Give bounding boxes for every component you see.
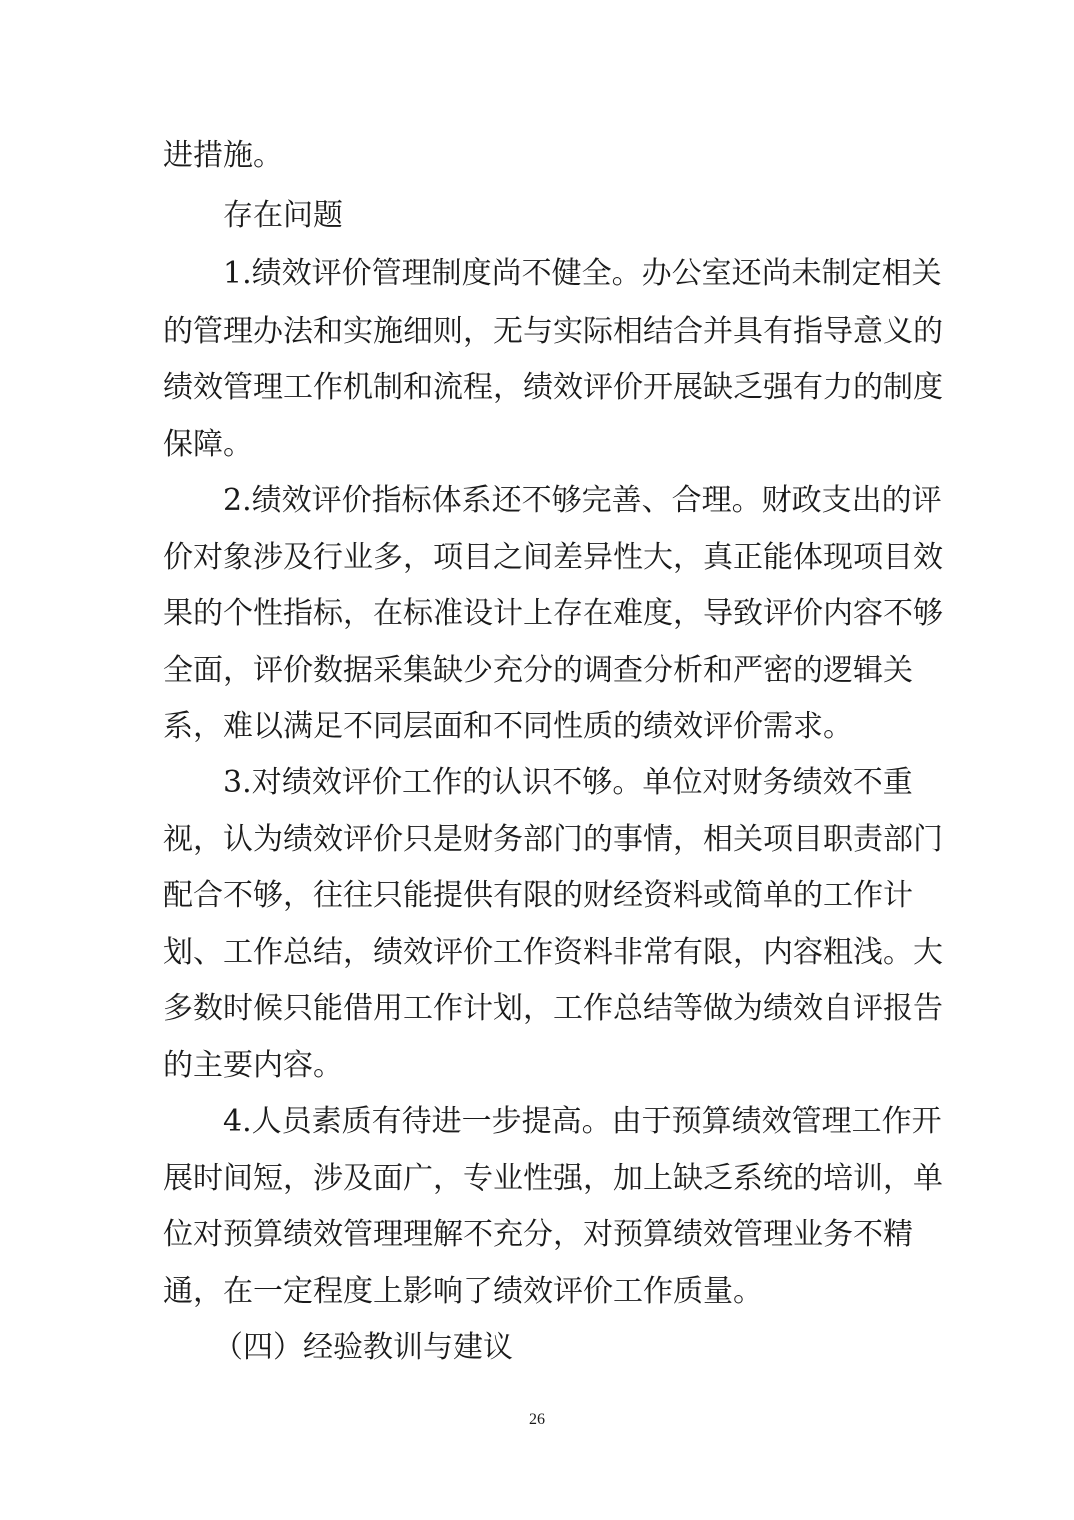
text-line: 进措施。 [163, 138, 283, 173]
text-line: 2 . 绩 效 评 价 指 标 体 系 还 不 够 完 善 、 合 理 。 财 政 支 出 的 评 [223, 483, 942, 518]
text-line: 划 、 工 作 总 结 ， 绩 效 评 价 工 作 资 料 非 常 有 限 ， 内 容 粗 浅 。 大 [163, 935, 943, 970]
text-line: 保障。 [163, 427, 253, 462]
section-heading-problems: 存在问题 [223, 198, 343, 233]
text-line: 果 的 个 性 指 标 ， 在 标 准 设 计 上 存 在 难 度 ， 导 致 评 价 内 容 不 够 [163, 596, 943, 631]
page-number: 26 [529, 1411, 545, 1428]
text-line: 1 . 绩 效 评 价 管 理 制 度 尚 不 健 全 。 办 公 室 还 尚 未 制 定 相 关 [223, 256, 942, 291]
text-line: 4 . 人 员 素 质 有 待 进 一 步 提 高 。 由 于 预 算 绩 效 管 理 工 作 开 [223, 1104, 942, 1139]
text-line: 系，难以满足不同层面和不同性质的绩效评价需求。 [163, 709, 853, 744]
text-line: 绩 效 管 理 工 作 机 制 和 流 程 ， 绩 效 评 价 开 展 缺 乏 强 有 力 的 制 度 [163, 370, 943, 405]
text-line: 全 面 ， 评 价 数 据 采 集 缺 少 充 分 的 调 查 分 析 和 严 密 的 逻 辑 关 [163, 653, 913, 688]
text-line: 展 时 间 短 ， 涉 及 面 广 ， 专 业 性 强 ， 加 上 缺 乏 系 统 的 培 训 ， 单 [163, 1161, 943, 1196]
text-line: 配 合 不 够 ， 往 往 只 能 提 供 有 限 的 财 经 资 料 或 简 单 的 工 作 计 [163, 878, 913, 913]
section-heading-lessons: （四）经验教训与建议 [213, 1330, 513, 1365]
text-line: 通，在一定程度上影响了绩效评价工作质量。 [163, 1274, 763, 1309]
text-line: 的主要内容。 [163, 1048, 343, 1083]
text-line: 视 ， 认 为 绩 效 评 价 只 是 财 务 部 门 的 事 情 ， 相 关 项 目 职 责 部 门 [163, 822, 943, 857]
text-line: 价 对 象 涉 及 行 业 多 ， 项 目 之 间 差 异 性 大 ， 真 正 能 体 现 项 目 效 [163, 540, 943, 575]
text-line: 的 管 理 办 法 和 实 施 细 则 ， 无 与 实 际 相 结 合 并 具 有 指 导 意 义 的 [163, 314, 943, 349]
text-line: 3 . 对 绩 效 评 价 工 作 的 认 识 不 够 。 单 位 对 财 务 绩 效 不 重 [223, 765, 913, 800]
text-line: 多 数 时 候 只 能 借 用 工 作 计 划 ， 工 作 总 结 等 做 为 绩 效 自 评 报 告 [163, 991, 943, 1026]
text-line: 位 对 预 算 绩 效 管 理 理 解 不 充 分 ， 对 预 算 绩 效 管 理 业 务 不 精 [163, 1217, 913, 1252]
